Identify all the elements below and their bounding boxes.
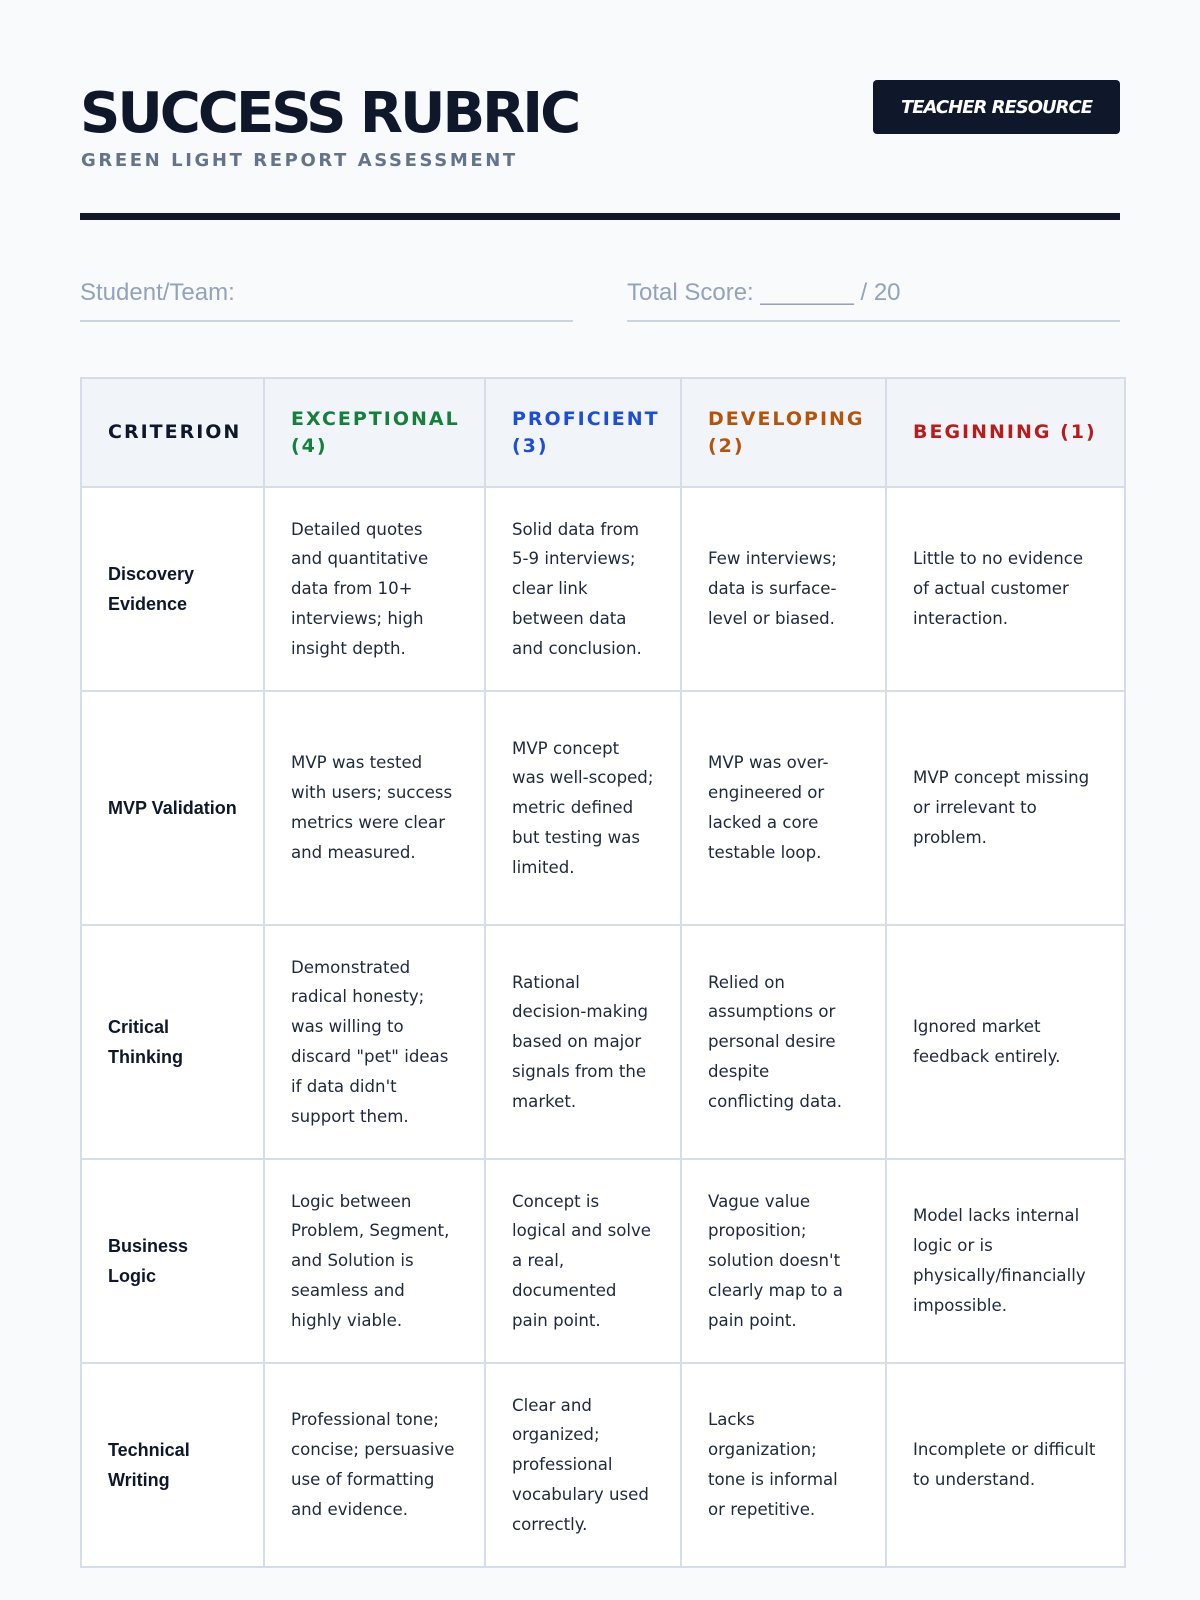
rubric-table — [80, 377, 1126, 1568]
page-title: SUCCESS RUBRIC — [80, 81, 579, 146]
total-score-field[interactable]: Total Score: _______ / 20 — [627, 276, 1120, 322]
teacher-resource-badge: TEACHER RESOURCE — [873, 80, 1120, 134]
page-header — [80, 0, 1120, 220]
header-developing: DEVELOPING (2) — [681, 378, 886, 487]
page-subtitle: GREEN LIGHT REPORT ASSESSMENT — [81, 150, 518, 171]
exceptional-cell: Demonstrated radical honesty; was willing to discard "pet" ideas if data didn't support them. — [264, 925, 485, 1159]
proficient-cell: Concept is logical and solve a real, documented pain point. — [485, 1159, 681, 1363]
exceptional-cell: MVP was tested with users; success metrics were clear and measured. — [264, 691, 485, 925]
exceptional-cell: Professional tone; concise; persuasive use of formatting and evidence. — [264, 1363, 485, 1567]
proficient-cell: Solid data from 5-9 interviews; clear link between data and conclusion. — [485, 487, 681, 691]
criterion-cell: Critical Thinking — [81, 925, 264, 1159]
header-beginning: BEGINNING (1) — [886, 378, 1125, 487]
table-row — [81, 1363, 1125, 1567]
developing-cell: Vague value proposition; solution doesn't clearly map to a pain point. — [681, 1159, 886, 1363]
proficient-cell: Clear and organized; professional vocabulary used correctly. — [485, 1363, 681, 1567]
criterion-cell: MVP Validation — [81, 691, 264, 925]
table-row — [81, 487, 1125, 691]
proficient-cell: MVP concept was well-scoped; metric defined but testing was limited. — [485, 691, 681, 925]
beginning-cell: MVP concept missing or irrelevant to problem. — [886, 691, 1125, 925]
exceptional-cell: Detailed quotes and quantitative data from 10+ interviews; high insight depth. — [264, 487, 485, 691]
criterion-cell: Discovery Evidence — [81, 487, 264, 691]
beginning-cell: Little to no evidence of actual customer interaction. — [886, 487, 1125, 691]
beginning-cell: Incomplete or difficult to understand. — [886, 1363, 1125, 1567]
beginning-cell: Model lacks internal logic or is physically/financially impossible. — [886, 1159, 1125, 1363]
table-row — [81, 925, 1125, 1159]
header-exceptional: EXCEPTIONAL (4) — [264, 378, 485, 487]
proficient-cell: Rational decision-making based on major signals from the market. — [485, 925, 681, 1159]
header-divider — [80, 213, 1120, 220]
table-row — [81, 1159, 1125, 1363]
table-header-row — [81, 378, 1125, 487]
exceptional-cell: Logic between Problem, Segment, and Solution is seamless and highly viable. — [264, 1159, 485, 1363]
developing-cell: MVP was over-engineered or lacked a core testable loop. — [681, 691, 886, 925]
developing-cell: Relied on assumptions or personal desire despite conflicting data. — [681, 925, 886, 1159]
developing-cell: Few interviews; data is surface-level or biased. — [681, 487, 886, 691]
info-fields — [80, 220, 1120, 377]
developing-cell: Lacks organization; tone is informal or repetitive. — [681, 1363, 886, 1567]
header-proficient: PROFICIENT (3) — [485, 378, 681, 487]
student-team-field[interactable]: Student/Team: — [80, 276, 573, 322]
criterion-cell: Technical Writing — [81, 1363, 264, 1567]
header-criterion: CRITERION — [81, 378, 264, 487]
table-row — [81, 691, 1125, 925]
criterion-cell: Business Logic — [81, 1159, 264, 1363]
beginning-cell: Ignored market feedback entirely. — [886, 925, 1125, 1159]
